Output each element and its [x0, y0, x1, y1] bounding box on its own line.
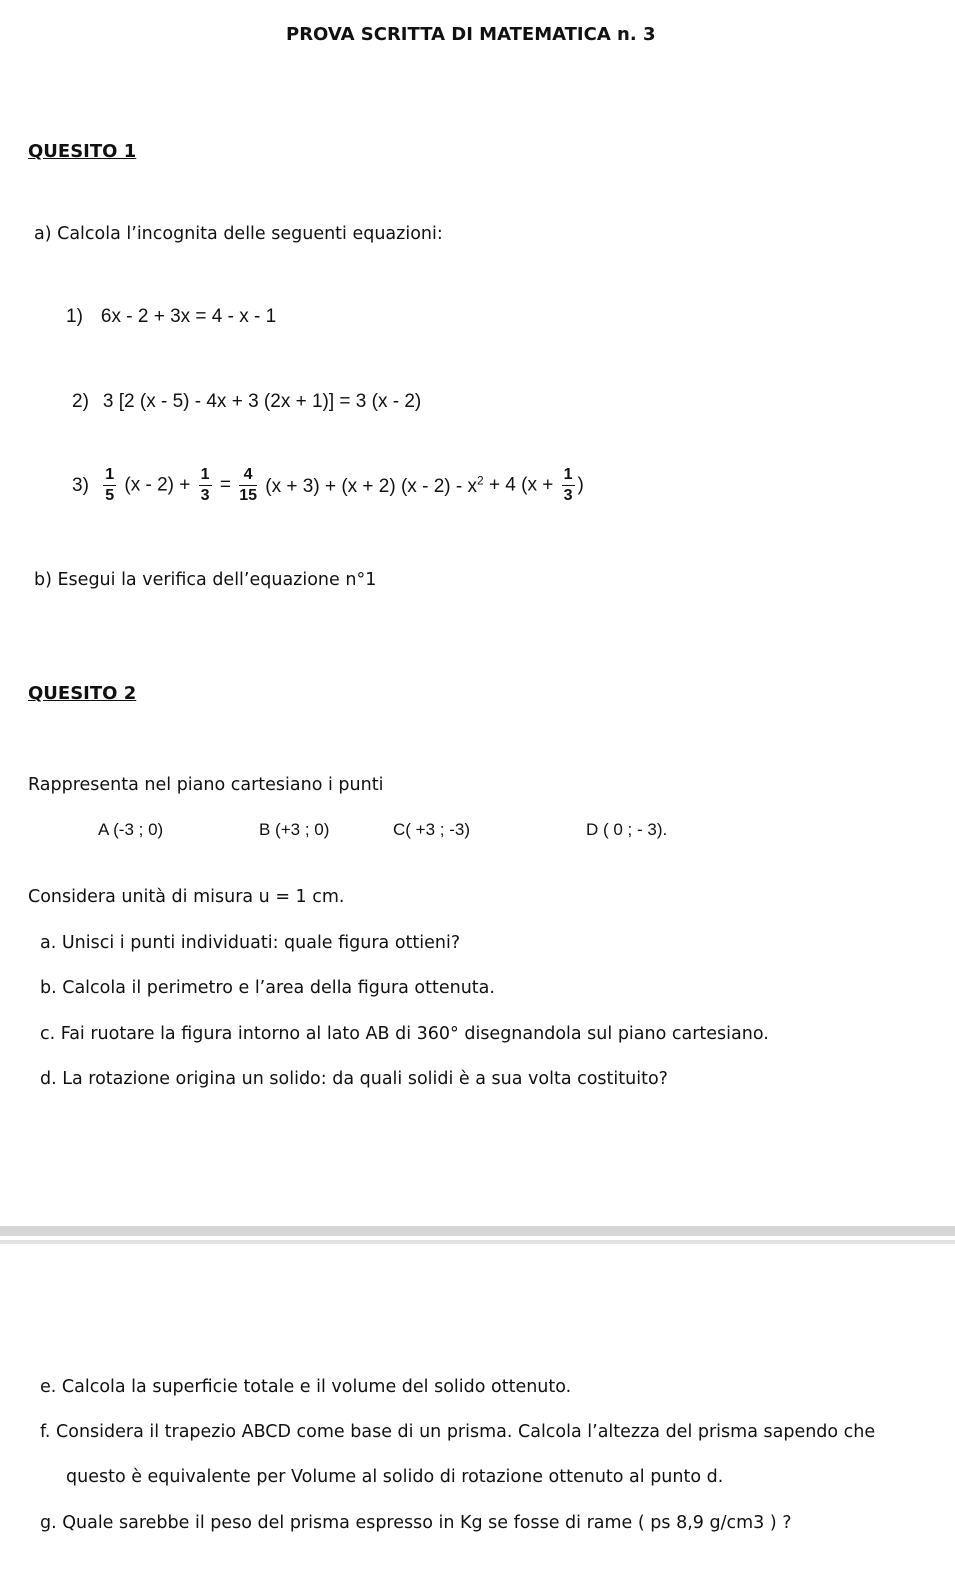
equation-2-text: 3 [2 (x - 5) - 4x + 3 (2x + 1)] = 3 (x - 2)	[102, 391, 422, 412]
quesito-1-heading: QUESITO 1	[28, 141, 137, 162]
equation-3-label: 3)	[72, 474, 89, 496]
equation-2-label: 2)	[72, 391, 89, 412]
item-e: e. Calcola la superficie totale e il volume del solido ottenuto.	[40, 1377, 572, 1397]
item-f-continued: questo è equivalente per Volume al solido di rotazione ottenuto al punto d.	[66, 1467, 724, 1487]
equation-3-part-3	[265, 473, 484, 497]
fraction-1-numerator: 1	[103, 465, 116, 486]
item-c: c. Fai ruotare la figura intorno al lato AB di 360° disegnandola sul piano cartesiano.	[40, 1024, 769, 1044]
fraction-3-denominator: 15	[239, 487, 258, 504]
item-g: g. Quale sarebbe il peso del prisma espresso in Kg se fosse di rame ( ps 8,9 g/cm3 ) ?	[40, 1513, 792, 1533]
fraction-4-denominator: 3	[563, 487, 573, 504]
item-d: d. La rotazione origina un solido: da quali solidi è a sua volta costituito?	[40, 1069, 668, 1089]
part-a-instruction: a) Calcola l’incognita delle seguenti equazioni:	[34, 224, 443, 244]
quesito-2-intro: Rappresenta nel piano cartesiano i punti	[28, 775, 384, 795]
equation-1-text: 6x - 2 + 3x = 4 - x - 1	[100, 306, 277, 327]
equation-3-part-1: (x - 2) +	[124, 474, 191, 496]
equation-3-part-4: + 4 (x +	[488, 474, 554, 496]
fraction-2	[199, 465, 212, 506]
point-c: C( +3 ; -3)	[393, 820, 470, 839]
fraction-3-numerator: 4	[239, 465, 257, 486]
equation-1-label: 1)	[66, 306, 83, 327]
page-title: PROVA SCRITTA DI MATEMATICA n. 3	[286, 24, 656, 45]
page-break-divider	[0, 1226, 955, 1236]
fraction-1	[103, 465, 116, 506]
fraction-1-denominator: 5	[105, 487, 115, 504]
fraction-2-denominator: 3	[200, 487, 210, 504]
unit-statement: Considera unità di misura u = 1 cm.	[28, 887, 345, 907]
item-a: a. Unisci i punti individuati: quale figura ottieni?	[40, 933, 461, 953]
equation-3-part-3-text: (x + 3) + (x + 2) (x - 2) - x	[265, 475, 477, 497]
equation-2	[72, 391, 421, 413]
fraction-3	[239, 465, 257, 506]
item-f: f. Considera il trapezio ABCD come base di un prisma. Calcola l’altezza del prisma sapendo che	[40, 1422, 876, 1442]
equation-1	[66, 306, 276, 328]
quesito-2-heading: QUESITO 2	[28, 683, 137, 704]
item-b: b. Calcola il perimetro e l’area della figura ottenuta.	[40, 978, 495, 998]
equation-3	[72, 465, 584, 506]
exponent: 2	[476, 473, 484, 488]
page-break-divider-lower	[0, 1240, 955, 1244]
fraction-4-numerator: 1	[562, 465, 575, 486]
point-d: D ( 0 ; - 3).	[586, 820, 668, 839]
equation-3-part-2: =	[219, 474, 231, 496]
point-a: A (-3 ; 0)	[98, 820, 164, 839]
part-b-instruction: b) Esegui la verifica dell’equazione n°1	[34, 570, 377, 590]
fraction-2-numerator: 1	[199, 465, 212, 486]
equation-3-part-5: )	[577, 474, 584, 496]
point-b: B (+3 ; 0)	[259, 820, 330, 839]
fraction-4	[562, 465, 575, 506]
